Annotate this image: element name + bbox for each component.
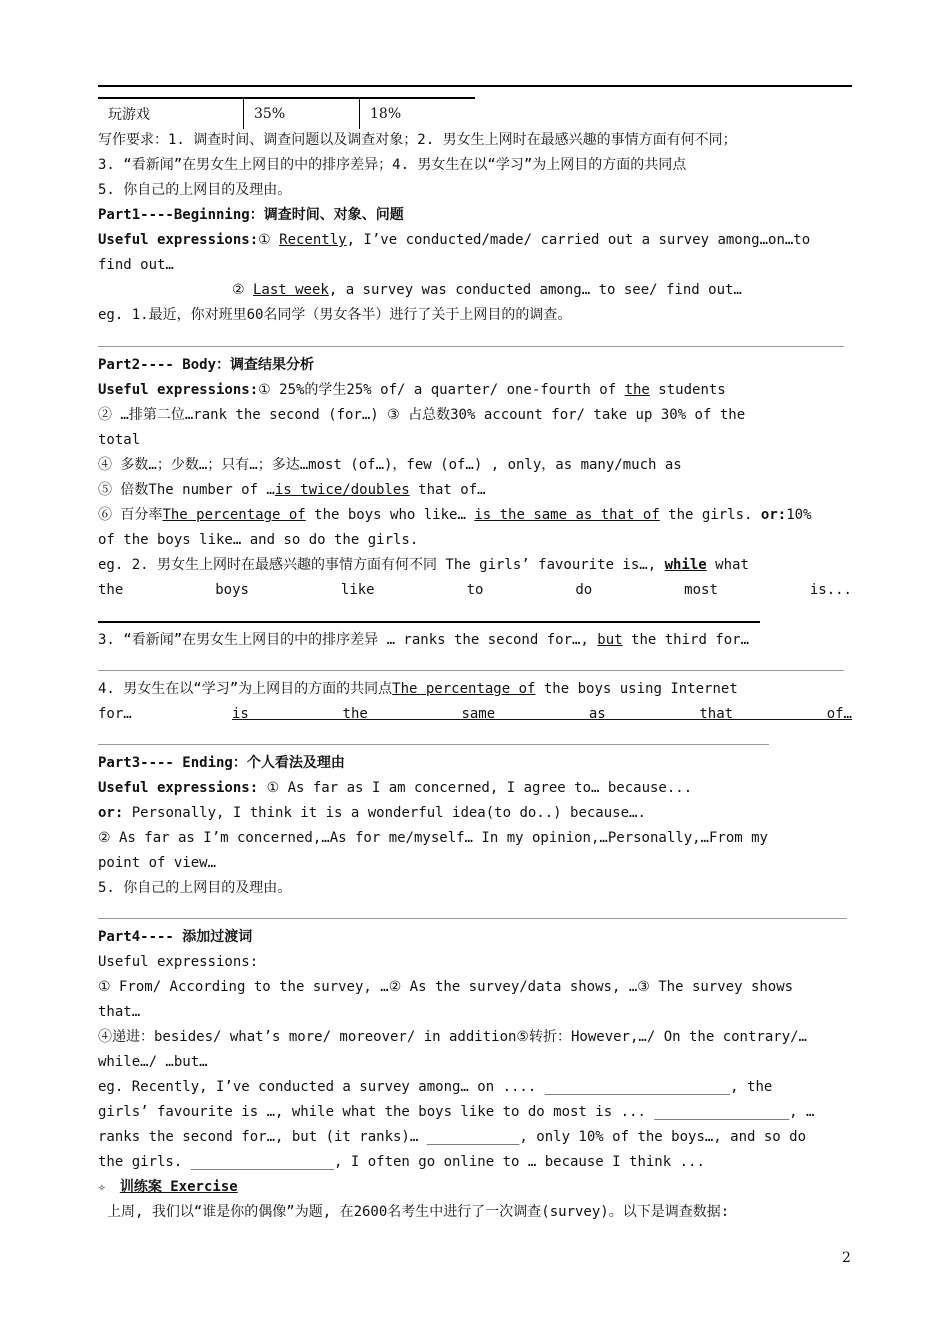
text: the girls. (659, 507, 761, 523)
requirement-line: 5. 你自己的上网目的及理由。 (98, 182, 292, 198)
part2-heading: Part2---- Body：调查结果分析 (98, 357, 315, 373)
part2-expression (98, 381, 852, 399)
text: eg. 2. 男女生上网时在最感兴趣的事情方面有何不同 The girls’ favourite is…, (98, 557, 665, 573)
text: the third for… (622, 632, 750, 648)
underlined-text: but (597, 632, 623, 648)
part3-heading: Part3---- Ending：个人看法及理由 (98, 755, 345, 771)
table-cell: 18% (360, 98, 476, 129)
text: 10% (786, 507, 812, 523)
answer-line (98, 670, 844, 671)
text: Personally, I think it is a wonderful idea(to do..) because…. (123, 805, 646, 821)
underlined-text: The percentage of (392, 681, 536, 697)
text: 4. 男女生在以“学习”为上网目的方面的共同点 (98, 681, 393, 697)
part3-line: 5. 你自己的上网目的及理由。 (98, 880, 292, 896)
exercise-title: 训练案 Exercise (119, 1179, 238, 1195)
exercise-text: 上周, 我们以“谁是你的偶像”为题, 在2600名考生中进行了一次调查(survey)。以下是调查数据: (107, 1204, 730, 1220)
part4-line: Useful expressions: (98, 954, 259, 970)
text: the boys using Internet (535, 681, 738, 697)
part2-item4 (98, 680, 852, 698)
part4-line: while…/ …but… (98, 1054, 208, 1070)
page-number: 2 (842, 1250, 851, 1266)
top-rule (98, 85, 852, 87)
text: what (706, 557, 749, 573)
label: Useful expressions: (98, 780, 259, 796)
text: , a survey was conducted among… to see/ find out… (328, 282, 742, 298)
part4-line: ① From/ According to the survey, …② As the survey/data shows, …③ The survey shows (98, 979, 794, 995)
part4-example: girls’ favourite is …, while what the boys like to do most is ... ________________, … (98, 1104, 815, 1120)
part4-example: ranks the second for…, but (it ranks)… ___________, only 10% of the boys…, and so do (98, 1129, 807, 1145)
part3-line: point of view… (98, 855, 217, 871)
underlined-text: is the same as that of (474, 507, 660, 523)
text: students (649, 382, 726, 398)
part4-example: the girls. _________________, I often go online to … because I think ... (98, 1154, 705, 1170)
text: or: (98, 805, 124, 821)
label: Useful expressions: (98, 382, 259, 398)
part3-expression (98, 779, 852, 797)
answer-line (98, 621, 760, 623)
answer-line (98, 744, 769, 745)
part2-example (98, 556, 852, 574)
part3-line: ② As far as I’m concerned,…As for me/myself… In my opinion,…Personally,…From my (98, 830, 768, 846)
survey-table (98, 97, 475, 129)
part1-expression-2 (232, 281, 852, 299)
exercise-heading (98, 1178, 852, 1197)
text: ⑥ 百分率 (98, 507, 163, 523)
underlined-text: The percentage of (162, 507, 306, 523)
table-cell: 35% (244, 98, 360, 129)
underlined-text: is the same as that of… (232, 706, 852, 722)
text: ⑤ 倍数The number of … (98, 482, 275, 498)
part2-line (98, 481, 852, 499)
table-row (98, 98, 475, 129)
part2-line: ② …排第二位…rank the second (for…) ③ 占总数30% account for/ take up 30% of the (98, 407, 746, 423)
part2-line: total (98, 432, 141, 448)
text: 3. “看新闻”在男女生上网目的中的排序差异 … ranks the second for…, (98, 632, 598, 648)
part2-item3 (98, 631, 852, 649)
text: that of… (409, 482, 486, 498)
answer-line (98, 918, 847, 919)
text: ① (258, 232, 280, 248)
table-cell: 玩游戏 (98, 98, 244, 129)
part1-expression-cont: find out… (98, 257, 174, 273)
part2-item4-cont (98, 705, 852, 723)
part4-heading: Part4---- 添加过渡词 (98, 929, 253, 945)
part4-example: eg. Recently, I’ve conducted a survey among… on .... ______________________, the (98, 1079, 773, 1095)
text: ① 25%的学生25% of/ a quarter/ one-fourth of (258, 382, 625, 398)
part4-line: that… (98, 1004, 141, 1020)
text: or: (760, 507, 787, 523)
text: ② (232, 282, 253, 298)
part2-line (98, 506, 852, 524)
part4-line: ④递进：besides/ what’s more/ moreover/ in addition⑤转折：However,…/ On the contrary/… (98, 1029, 807, 1045)
diamond-icon: ✧ (98, 1180, 106, 1195)
underlined-text: Last week (252, 282, 329, 298)
part1-example: eg. 1.最近，你对班里60名同学（男女各半）进行了关于上网目的的调查。 (98, 307, 572, 323)
text: ① As far as I am concerned, I agree to… because... (258, 780, 693, 796)
text: for… (98, 706, 132, 722)
underlined-text: is twice/doubles (274, 482, 410, 498)
text: , I’ve conducted/made/ carried out a survey among…on…to (346, 232, 811, 248)
part3-line (98, 804, 852, 822)
text: the boys who like… (305, 507, 475, 523)
underlined-text: while (664, 557, 707, 573)
requirement-line: 3. “看新闻”在男女生上网目的中的排序差异；4. 男女生在以“学习”为上网目的方面的共同点 (98, 157, 687, 173)
part2-line: ④ 多数…；少数…；只有…；多达…most (of…)，few (of…) , only，as many/much as (98, 457, 682, 473)
part2-line: of the boys like… and so do the girls. (98, 532, 419, 548)
label: Useful expressions: (98, 232, 259, 248)
requirement-line: 写作要求：1. 调查时间、调查问题以及调查对象；2. 男女生上网时在最感兴趣的事情方面有何不同； (98, 132, 737, 148)
part1-heading: Part1----Beginning：调查时间、对象、问题 (98, 207, 404, 223)
part1-expression (98, 231, 852, 249)
part2-example-cont: the boys like to do most is... (98, 582, 852, 598)
answer-line (98, 346, 844, 347)
underlined-text: Recently (279, 232, 347, 248)
underlined-text: the (624, 382, 650, 398)
